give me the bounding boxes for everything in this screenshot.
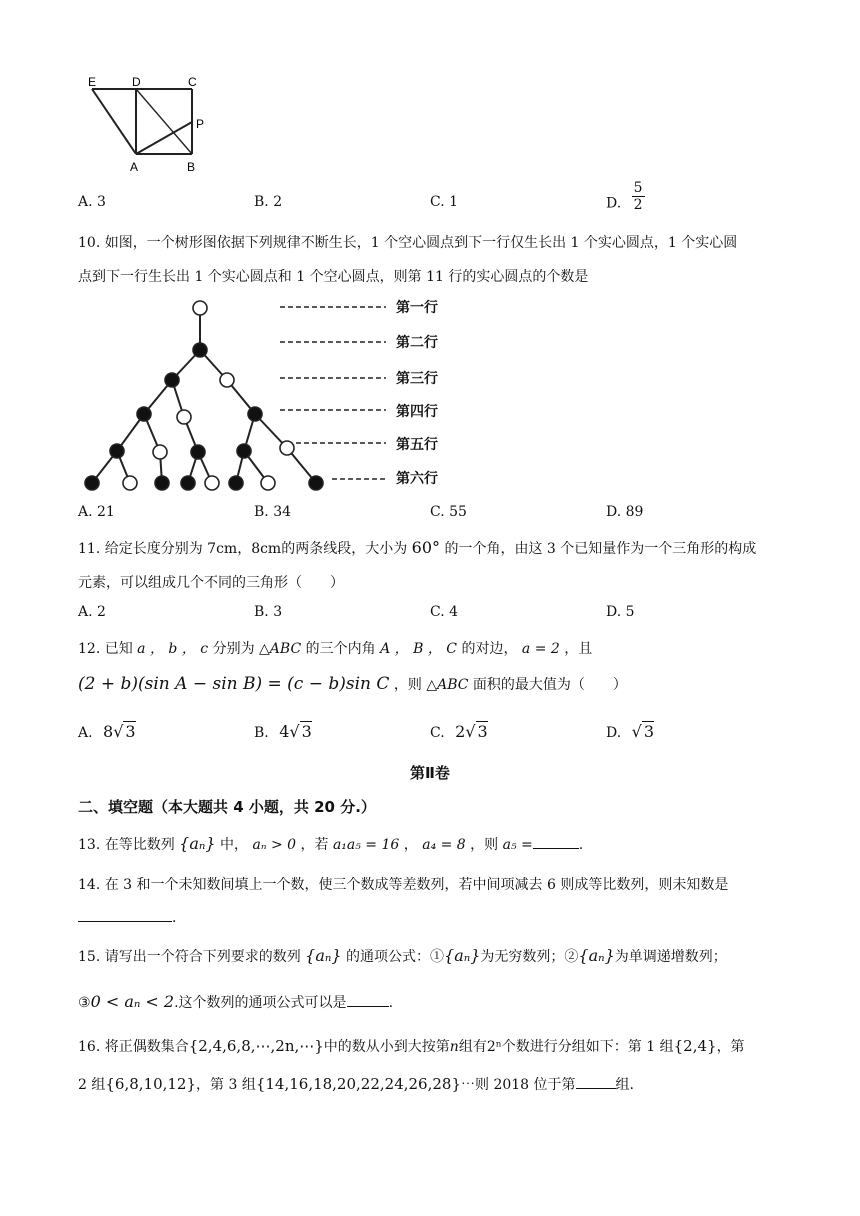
q12-option-b: [254, 722, 312, 741]
q16-text-i: ⋯则 2018 位于第: [461, 1077, 576, 1093]
answer-blank[interactable]: [78, 921, 172, 922]
q16-text-line1: [78, 1036, 745, 1056]
q15-sequence: {aₙ}: [305, 946, 342, 965]
q14-text-line2: [78, 910, 176, 926]
q16-text-j: 组.: [615, 1077, 634, 1093]
q12-sides: a ， b ， c: [137, 641, 209, 657]
row-label-4: 第四行: [396, 404, 438, 420]
q12-equation: (2 + b)(sin A − sin B) = (c − b)sin C: [78, 674, 390, 694]
q9-option-d: [606, 180, 645, 213]
sqrt-symbol: √: [465, 722, 476, 741]
q12-triangle: △ABC: [259, 641, 302, 657]
q11-option-c: C. 4: [430, 604, 459, 620]
q15-inequality: 0 < aₙ < 2: [90, 992, 175, 1011]
q12-text-line2: [78, 674, 627, 694]
q15-text-line1: [78, 946, 727, 966]
label-C: C: [188, 75, 197, 89]
q16-text-b: 中的数从小到大按第: [323, 1039, 450, 1055]
q12-option-c: [430, 722, 488, 741]
q10-option-a: A. 21: [78, 504, 115, 520]
label-E: E: [88, 75, 97, 89]
q15-text-g: .: [388, 995, 394, 1011]
q12-text-f: ，则: [393, 677, 422, 693]
sqrt-symbol: √: [631, 722, 642, 741]
q12-option-b-label: B.: [254, 725, 269, 741]
q15-sequence-3: {aₙ}: [578, 946, 615, 965]
q12-text-a: 12. 已知: [78, 641, 133, 657]
q12-text-line1: [78, 638, 592, 658]
q16-n: n: [449, 1039, 459, 1055]
q11-option-a: A. 2: [78, 604, 106, 620]
q12-condition: a = 2: [521, 641, 560, 657]
q9-option-d-label: D.: [606, 195, 622, 212]
q13-text-c: ，若: [300, 837, 329, 853]
q9-option-b: B. 2: [254, 194, 283, 210]
q16-power: 2ⁿ: [486, 1039, 502, 1055]
q15-text-line2: [78, 992, 393, 1012]
q16-text-h: ，第 3 组: [196, 1077, 256, 1093]
q11-text-line2: 元素，可以组成几个不同的三角形（ ）: [78, 575, 344, 591]
row-label-5: 第五行: [396, 437, 438, 453]
q13-text-b: 中，: [220, 837, 249, 853]
q13-text: [78, 834, 583, 854]
q11-angle: 60°: [411, 538, 441, 557]
q12-text-b: 分别为: [212, 641, 255, 657]
q10-option-b: B. 34: [254, 504, 292, 520]
q13-text-d: ，: [403, 837, 418, 853]
q16-group3: {14,16,18,20,22,24,26,28}: [255, 1075, 461, 1093]
q15-sequence-2: {aₙ}: [444, 946, 481, 965]
q12-option-a-label: A.: [78, 725, 93, 741]
q15-text-d: 为单调递增数列；: [614, 949, 727, 965]
answer-blank[interactable]: [533, 848, 579, 849]
q16-text-f: 2 组: [78, 1077, 106, 1093]
q16-text-e: ，第: [716, 1039, 745, 1055]
q11-text-b: 的一个角，由这 3 个已知量作为一个三角形的构成: [444, 541, 757, 557]
section2-title: 二、填空题（本大题共 4 小题，共 20 分.）: [78, 798, 376, 816]
part2-title: 第Ⅱ卷: [410, 764, 450, 782]
q13-sequence: {aₙ}: [179, 834, 216, 853]
q11-option-d: D. 5: [606, 604, 635, 620]
q10-option-c: C. 55: [430, 504, 467, 520]
q12-text-g: 面积的最大值为（ ）: [472, 677, 627, 693]
q13-text-e: ，则: [470, 837, 499, 853]
q9-option-c: C. 1: [430, 194, 459, 210]
q12-option-d: [606, 722, 654, 741]
row-label-3: 第三行: [396, 371, 438, 387]
q16-text-c: 组有: [458, 1039, 487, 1055]
sqrt-radicand: 3: [301, 722, 312, 741]
answer-blank[interactable]: [347, 1006, 389, 1007]
q13-text-f: .: [578, 837, 584, 853]
q13-cond3: a₄ = 8: [422, 837, 466, 853]
q11-text-line1: [78, 538, 756, 558]
q15-text-e: ③: [78, 995, 91, 1011]
q14-end: .: [172, 910, 177, 926]
q13-text-a: 13. 在等比数列: [78, 837, 175, 853]
sqrt-radicand: 3: [477, 722, 488, 741]
fraction-denominator: 2: [633, 197, 643, 213]
q16-text-line2: [78, 1074, 634, 1094]
fraction-numerator: 5: [633, 180, 643, 196]
row-label-6: 第六行: [396, 471, 438, 487]
q12-text-c: 的三个内角: [305, 641, 376, 657]
q15-text-f: .这个数列的通项公式可以是: [174, 995, 347, 1011]
q16-set: {2,4,6,8,⋯,2n,⋯}: [188, 1037, 324, 1055]
q12-option-d-label: D.: [606, 725, 622, 741]
sqrt-symbol: √: [289, 722, 300, 741]
q12-triangle-2: △ABC: [426, 677, 469, 693]
q12-option-c-label: C.: [430, 725, 445, 741]
q15-text-c: 为无穷数列；②: [480, 949, 579, 965]
q13-target: a₅ =: [502, 837, 533, 853]
q14-text-line1: 14. 在 3 和一个未知数间填上一个数，使三个数成等差数列，若中间项减去 6 则成等比数列，则未知数是: [78, 877, 729, 893]
row-label-1: 第一行: [396, 300, 438, 316]
q13-cond1: aₙ > 0: [252, 837, 297, 853]
q12-option-a-coeff: 8: [103, 722, 114, 741]
q12-option-c-coeff: 2: [455, 722, 466, 741]
q12-text-d: 的对边，: [461, 641, 518, 657]
label-A: A: [130, 160, 139, 174]
q12-text-e: ，且: [564, 641, 593, 657]
q16-group2: {6,8,10,12}: [105, 1075, 197, 1093]
answer-blank[interactable]: [576, 1088, 616, 1089]
q12-option-b-coeff: 4: [279, 722, 290, 741]
q16-text-a: 16. 将正偶数集合: [78, 1039, 189, 1055]
q15-text-b: 的通项公式：①: [346, 949, 445, 965]
q10-text-line1: 10. 如图，一个树形图依据下列规律不断生长，1 个空心圆点到下一行仅生长出 1 个实心圆点，1 个实心圆: [78, 235, 738, 251]
q9-option-a: A. 3: [78, 194, 106, 210]
q11-option-b: B. 3: [254, 604, 283, 620]
q12-option-a: [78, 722, 136, 741]
q9-geometry-figure: [80, 74, 220, 178]
label-B: B: [187, 160, 196, 174]
q10-text-line2: 点到下一行生长出 1 个实心圆点和 1 个空心圆点，则第 11 行的实心圆点的个数是: [78, 269, 589, 285]
q16-text-d: 个数进行分组如下：第 1 组: [501, 1039, 674, 1055]
q16-group1: {2,4}: [673, 1037, 717, 1055]
q12-angles: A ， B ， C: [380, 641, 457, 657]
q13-cond2: a₁a₅ = 16: [332, 837, 400, 853]
label-P: P: [196, 117, 205, 131]
row-label-2: 第二行: [396, 335, 438, 351]
q15-text-a: 15. 请写出一个符合下列要求的数列: [78, 949, 301, 965]
sqrt-symbol: √: [113, 722, 124, 741]
sqrt-radicand: 3: [643, 722, 655, 741]
q11-text-a: 11. 给定长度分别为 7cm，8cm的两条线段，大小为: [78, 541, 408, 557]
label-D: D: [132, 75, 141, 89]
fraction: [632, 180, 645, 213]
sqrt-radicand: 3: [125, 722, 136, 741]
q10-option-d: D. 89: [606, 504, 644, 520]
